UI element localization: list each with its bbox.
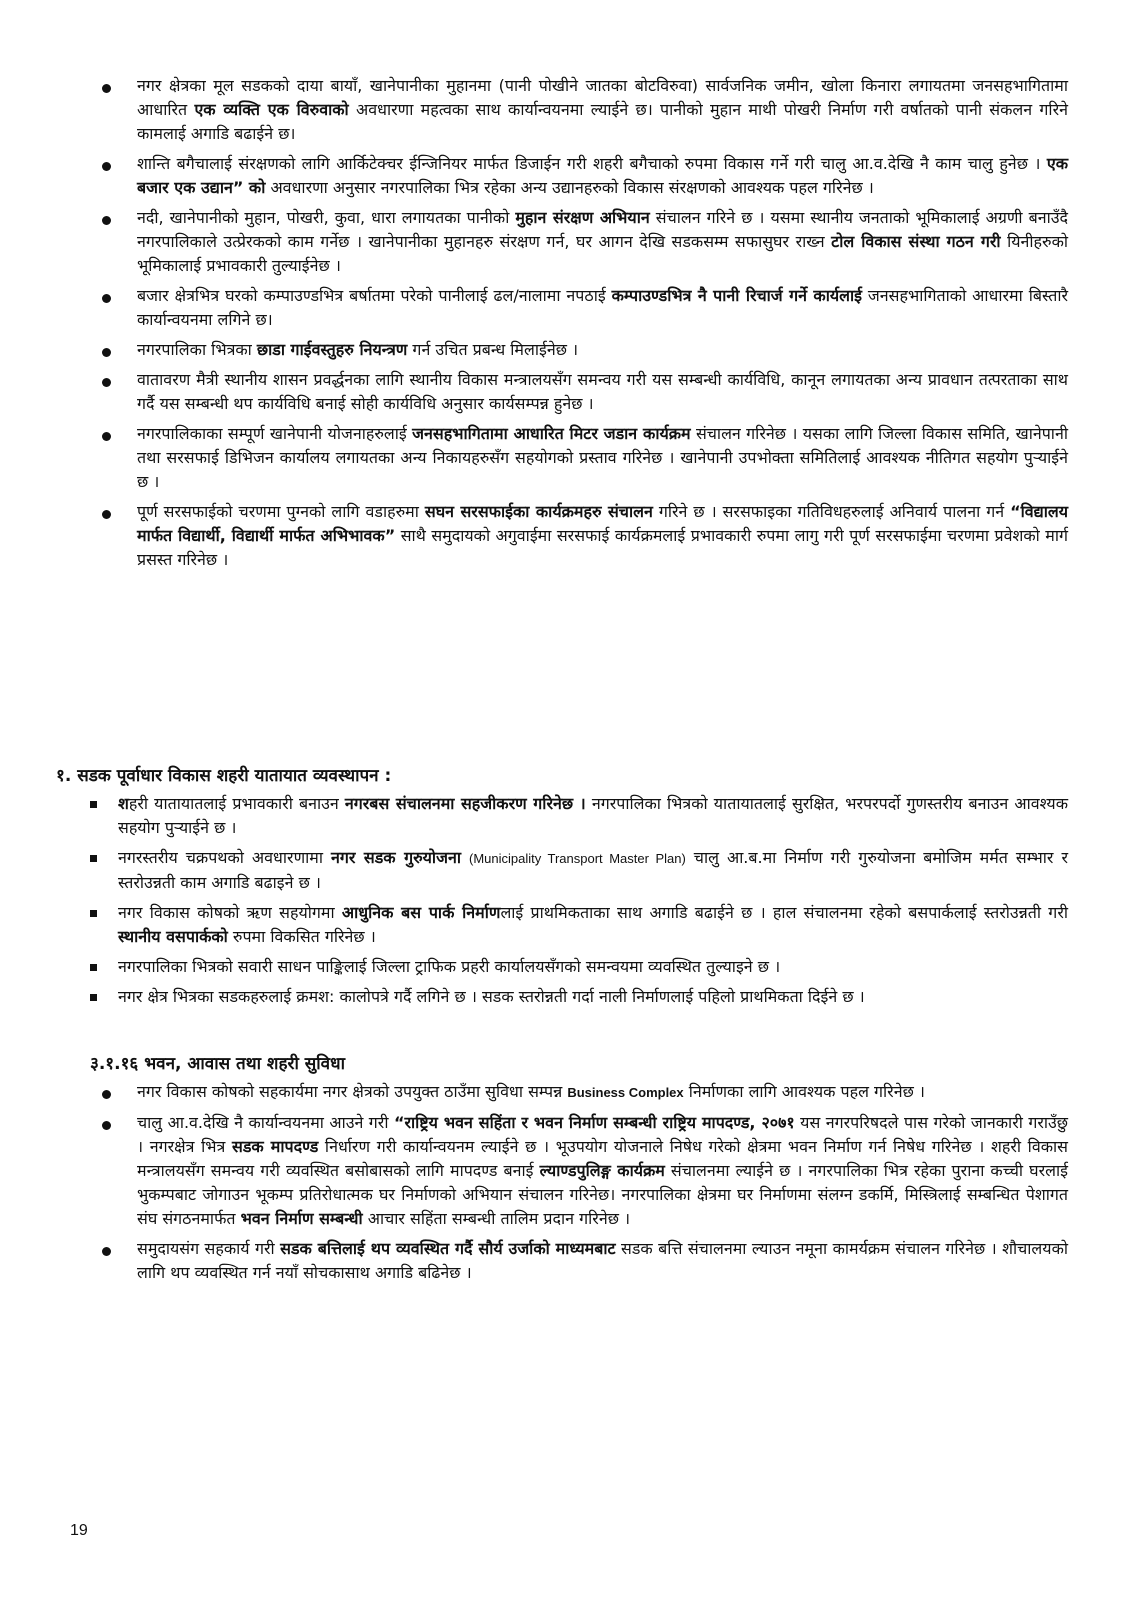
list-item: समुदायसंग सहकार्य गरी सडक बत्तिलाई थप व्यवस्थित गर्दै सौर्य उर्जाको माध्यमबाट सडक बत्ति संचालनमा ल्याउन नमूना कामर्यक्रम संचालन गरिनेछ । शौचालयको लागि थप व्यवस्थित गर्न नयाँ सोचकासाथ अगाडि बढिनेछ ।	[0, 1237, 1132, 1285]
bullet-list-housing	[0, 1080, 1132, 1291]
list-item: वातावरण मैत्री स्थानीय शासन प्रवर्द्धनका लागि स्थानीय विकास मन्त्रालयसँग समन्वय गरी यस सम्बन्धी कार्यविधि, कानून लगायतका अन्य प्रावधान तत्परताका साथ गर्दै यस सम्बन्धी थप कार्यविधि बनाई सोही कार्यविधि अनुसार कार्यसम्पन्न हुनेछ ।	[0, 368, 1132, 416]
square-bullet-icon	[90, 994, 97, 1001]
bullet-icon	[102, 510, 111, 519]
bullet-icon	[102, 84, 111, 93]
section-heading-road-infrastructure: १. सडक पूर्वाधार विकास शहरी यातायात व्यवस्थापन :	[56, 766, 392, 786]
bullet-icon	[102, 432, 111, 441]
square-bullet-icon	[90, 910, 97, 917]
list-item: नगर क्षेत्रका मूल सडकको दाया बायाँ, खानेपानीका मुहानमा (पानी पोखीने जातका बोटविरुवा) सार्वजनिक जमीन, खोला किनारा लगायतमा जनसहभागितामा आधारित एक व्यक्ति एक विरुवाको अवधारणा महत्वका साथ कार्यान्वयनमा ल्याईने छ। पानीको मुहान माथी पोखरी निर्माण गरी वर्षातको पानी संकलन गरिने कामलाई अगाडि बढाईने छ।	[0, 74, 1132, 146]
list-item: नगरपालिकाका सम्पूर्ण खानेपानी योजनाहरुलाई जनसहभागितामा आधारित मिटर जडान कार्यक्रम संचालन गरिनेछ । यसका लागि जिल्ला विकास समिति, खानेपानी तथा सरसफाई डिभिजन कार्यालय लगायतका अन्य निकायहरुसँग सहयोगको प्रस्ताव गरिनेछ । खानेपानी उपभोक्ता समितिलाई आवश्यक नीतिगत सहयोग पुर्‍याईने छ ।	[0, 422, 1132, 494]
bullet-icon	[102, 378, 111, 387]
list-item: शहरी यातायातलाई प्रभावकारी बनाउन नगरबस संचालनमा सहजीकरण गरिनेछ । नगरपालिका भित्रको यातायातलाई सुरक्षित, भरपरपर्दो गुणस्तरीय बनाउन आवश्यक सहयोग पुर्‍याईने छ ।	[0, 792, 1132, 840]
bullet-list-environment	[0, 74, 1132, 578]
list-item: नगर क्षेत्र भित्रका सडकहरुलाई क्रमश: कालोपत्रे गर्दै लगिने छ । सडक स्तरोन्नती गर्दा नाली निर्माणलाई पहिलो प्राथमिकता दिईने छ ।	[0, 985, 1132, 1009]
list-item: नगरपालिका भित्रको सवारी साधन पाङ्किलाई जिल्ला ट्राफिक प्रहरी कार्यालयसँगको समन्वयमा व्यवस्थित तुल्याइने छ ।	[0, 955, 1132, 979]
section-heading-housing: ३.१.१६ भवन, आवास तथा शहरी सुविधा	[90, 1054, 345, 1074]
bullet-icon	[102, 1090, 111, 1099]
list-item: चालु आ.व.देखि नै कार्यान्वयनमा आउने गरी “राष्ट्रिय भवन सहिंता र भवन निर्माण सम्बन्धी राष्ट्रिय मापदण्ड, २०७१ यस नगरपरिषदले पास गरेको जानकारी गराउँछु । नगरक्षेत्र भित्र सडक मापदण्ड निर्धारण गरी कार्यान्वयनम ल्याईने छ । भूउपयोग योजनाले निषेध गरेको क्षेत्रमा भवन निर्माण गर्न निषेध गरिनेछ । शहरी विकास मन्त्रालयसँग समन्वय गरी व्यवस्थित बसोबासको लागि मापदण्ड बनाई ल्याण्डपुलिङ्ग कार्यक्रम संचालनमा ल्याईने छ । नगरपालिका भित्र रहेका पुराना कच्ची घरलाई भुकम्पबाट जोगाउन भूकम्प प्रतिरोधात्मक घर निर्माणको अभियान संचालन गरिनेछ। नगरपालिका क्षेत्रमा घर निर्माणमा संलग्न डकर्मि, मिस्त्रिलाई सम्बन्धित पेशागत संघ संगठनमार्फत भवन निर्माण सम्बन्धी आचार सहिंता सम्बन्धी तालिम प्रदान गरिनेछ ।	[0, 1111, 1132, 1231]
list-item: शान्ति बगैचालाई संरक्षणको लागि आर्किटेक्चर ईन्जिनियर मार्फत डिजाईन गरी शहरी बगैचाको रुपमा विकास गर्ने गरी चालु आ.व.देखि नै काम चालु हुनेछ । एक बजार एक उद्यान” को अवधारणा अनुसार नगरपालिका भित्र रहेका अन्य उद्यानहरुको विकास संरक्षणको आवश्यक पहल गरिनेछ ।	[0, 152, 1132, 200]
bullet-icon	[102, 216, 111, 225]
square-bullet-icon	[90, 855, 97, 862]
list-item: बजार क्षेत्रभित्र घरको कम्पाउण्डभित्र बर्षातमा परेको पानीलाई ढल/नालामा नपठाई कम्पाउण्डभित्र नै पानी रिचार्ज गर्ने कार्यलाई जनसहभागिताको आधारमा बिस्तारै कार्यान्वयनमा लगिने छ।	[0, 284, 1132, 332]
list-item: नगर विकास कोषको ऋण सहयोगमा आधुनिक बस पार्क निर्माणलाई प्राथमिकताका साथ अगाडि बढाईने छ । हाल संचालनमा रहेको बसपार्कलाई स्तरोउन्नती गरी स्थानीय वसपार्कको रुपमा विकसित गरिनेछ ।	[0, 901, 1132, 949]
bullet-icon	[102, 1247, 111, 1256]
page-number: 19	[70, 1522, 88, 1539]
bullet-icon	[102, 1121, 111, 1130]
bullet-icon	[102, 294, 111, 303]
list-item: नदी, खानेपानीको मुहान, पोखरी, कुवा, धारा लगायतका पानीको मुहान संरक्षण अभियान संचालन गरिने छ । यसमा स्थानीय जनताको भूमिकालाई अग्रणी बनाउँदै नगरपालिकाले उत्प्रेरकको काम गर्नेछ । खानेपानीका मुहानहरु संरक्षण गर्न, घर आगन देखि सडकसम्म सफासुघर राख्न टोल विकास संस्था गठन गरी यिनीहरुको भूमिकालाई प्रभावकारी तुल्याईनेछ ।	[0, 206, 1132, 278]
bullet-icon	[102, 162, 111, 171]
list-item: नगर विकास कोषको सहकार्यमा नगर क्षेत्रको उपयुक्त ठाउँमा सुविधा सम्पन्न Business Complex निर्माणका लागि आवश्यक पहल गरिनेछ ।	[0, 1080, 1132, 1105]
bullet-icon	[102, 348, 111, 357]
list-item: पूर्ण सरसफाईको चरणमा पुग्नको लागि वडाहरुमा सघन सरसफाईका कार्यक्रमहरु संचालन गरिने छ । सरसफाइका गतिविधहरुलाई अनिवार्य पालना गर्न “विद्यालय मार्फत विद्यार्थी, विद्यार्थी मार्फत अभिभावक” साथै समुदायको अगुवाईमा सरसफाई कार्यक्रमलाई प्रभावकारी रुपमा लागु गरी पूर्ण सरसफाईमा चरणमा प्रवेशको मार्ग प्रसस्त गरिनेछ ।	[0, 500, 1132, 572]
list-item: नगरस्तरीय चक्रपथको अवधारणामा नगर सडक गुरुयोजना (Municipality Transport Master Plan) चालु आ.ब.मा निर्माण गरी गुरुयोजना बमोजिम मर्मत सम्भार र स्तरोउन्नती काम अगाडि बढाइने छ ।	[0, 846, 1132, 895]
bullet-list-transport	[0, 792, 1132, 1015]
list-item: नगरपालिका भित्रका छाडा गाईवस्तुहरु नियन्त्रण गर्न उचित प्रबन्ध मिलाईनेछ ।	[0, 338, 1132, 362]
square-bullet-icon	[90, 964, 97, 971]
square-bullet-icon	[90, 801, 97, 808]
